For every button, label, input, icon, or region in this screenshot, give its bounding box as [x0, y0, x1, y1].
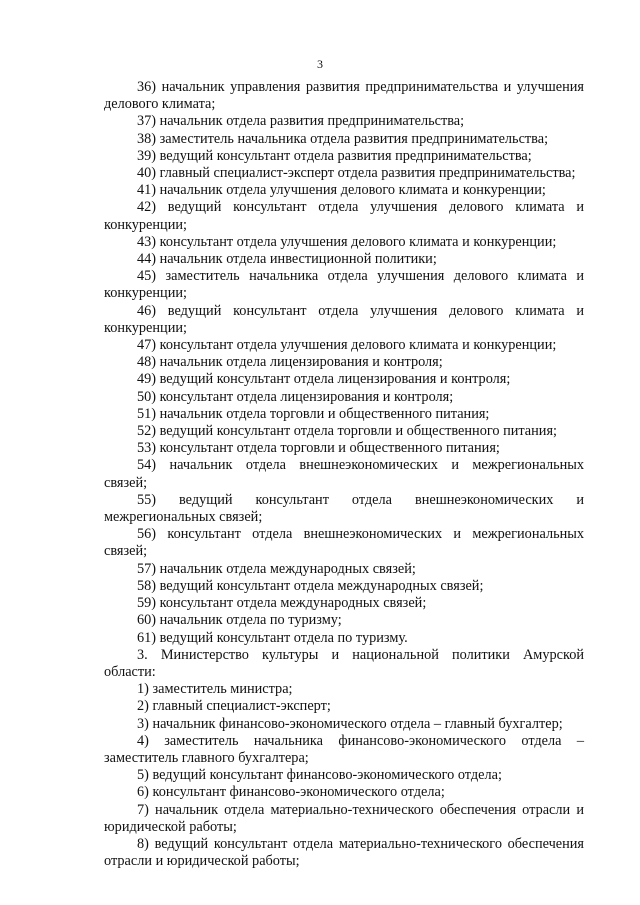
list-item: [104, 681, 584, 698]
list-item-line: 4) заместитель начальника финансово-экономического отдела –: [137, 732, 584, 749]
list-item-line: 57) начальник отдела международных связей;: [137, 560, 416, 577]
list-item: [104, 406, 584, 423]
list-item-line: 5) ведущий консультант финансово-экономического отдела;: [137, 767, 502, 784]
list-item: [104, 131, 584, 148]
list-item-line: 8) ведущий консультант отдела материально-технического обеспечения: [137, 835, 584, 852]
list-item-line: межрегиональных связей;: [104, 509, 263, 526]
list-item: [104, 767, 584, 784]
list-item-line: 7) начальник отдела материально-технического обеспечения отрасли и: [137, 801, 584, 818]
list-item: [104, 337, 584, 354]
list-item: [104, 802, 584, 836]
list-item: [104, 836, 584, 870]
list-item-line: 60) начальник отдела по туризму;: [137, 612, 342, 629]
list-item-line: 52) ведущий консультант отдела торговли и общественного питания;: [137, 423, 558, 440]
list-item: [104, 457, 584, 491]
list-item-line: связей;: [104, 474, 148, 491]
list-item: [104, 492, 584, 526]
list-item-line: 42) ведущий консультант отдела улучшения делового климата и: [137, 199, 584, 216]
list-item-line: 40) главный специалист-эксперт отдела развития предпринимательства;: [137, 165, 576, 182]
list-item: [104, 784, 584, 801]
list-item: [104, 165, 584, 182]
list-item: [104, 371, 584, 388]
list-item-line: заместитель главного бухгалтера;: [104, 749, 309, 766]
list-item-line: 1) заместитель министра;: [137, 681, 293, 698]
list-item-line: 46) ведущий консультант отдела улучшения делового климата и: [137, 302, 584, 319]
list-item: [104, 578, 584, 595]
list-item-line: 55) ведущий консультант отдела внешнеэкономических и: [137, 491, 584, 508]
list-item-line: отрасли и юридической работы;: [104, 853, 300, 870]
list-item-line: 54) начальник отдела внешнеэкономических и межрегиональных: [137, 457, 584, 474]
list-item-line: 41) начальник отдела улучшения делового климата и конкуренции;: [137, 182, 546, 199]
list-item-line: 44) начальник отдела инвестиционной политики;: [137, 251, 437, 268]
list-item: [104, 595, 584, 612]
list-item-line: 49) ведущий консультант отдела лицензирования и контроля;: [137, 371, 511, 388]
list-item-line: связей;: [104, 543, 148, 560]
list-item-line: 38) заместитель начальника отдела развития предпринимательства;: [137, 130, 549, 147]
list-item-line: 47) консультант отдела улучшения делового климата и конкуренции;: [137, 337, 557, 354]
list-item: [104, 303, 584, 337]
list-item-line: области:: [104, 663, 156, 680]
list-item-line: 50) консультант отдела лицензирования и контроля;: [137, 388, 454, 405]
list-item: [104, 561, 584, 578]
page-number: 3: [317, 57, 323, 71]
list-item: [104, 148, 584, 165]
list-item-line: конкуренции;: [104, 216, 187, 233]
list-item-line: делового климата;: [104, 96, 216, 113]
list-item-line: 2) главный специалист-эксперт;: [137, 698, 331, 715]
list-item-line: юридической работы;: [104, 818, 237, 835]
list-item-line: конкуренции;: [104, 319, 187, 336]
list-item: [104, 251, 584, 268]
list-item: [104, 182, 584, 199]
list-item-line: 36) начальник управления развития предпринимательства и улучшения: [137, 79, 584, 95]
list-item: [104, 113, 584, 130]
list-item: [104, 268, 584, 302]
list-item: [104, 647, 584, 681]
list-item-line: 45) заместитель начальника отдела улучшения делового климата и: [137, 268, 584, 285]
list-item-line: 58) ведущий консультант отдела международных связей;: [137, 577, 484, 594]
list-item-line: 56) консультант отдела внешнеэкономических и межрегиональных: [137, 526, 584, 543]
list-item-line: конкуренции;: [104, 285, 187, 302]
list-item: [104, 354, 584, 371]
list-item: [104, 612, 584, 629]
list-item-line: 61) ведущий консультант отдела по туризму.: [137, 629, 408, 646]
list-item-line: 59) консультант отдела международных связей;: [137, 595, 427, 612]
list-item: [104, 716, 584, 733]
list-item-line: 6) консультант финансово-экономического отдела;: [137, 784, 445, 801]
list-item-line: 3) начальник финансово-экономического отдела – главный бухгалтер;: [137, 715, 563, 732]
list-item: [104, 630, 584, 647]
list-item: [104, 733, 584, 767]
list-item: [104, 389, 584, 406]
list-item-line: 3. Министерство культуры и национальной политики Амурской: [137, 646, 584, 663]
list-item: [104, 440, 584, 457]
list-item: [104, 423, 584, 440]
list-item-line: 39) ведущий консультант отдела развития предпринимательства;: [137, 147, 532, 164]
document-body: [104, 79, 584, 870]
list-item-line: 48) начальник отдела лицензирования и контроля;: [137, 354, 443, 371]
list-item: [104, 698, 584, 715]
list-item: [104, 526, 584, 560]
list-item-line: 53) консультант отдела торговли и общественного питания;: [137, 440, 500, 457]
list-item: [104, 79, 584, 113]
list-item: [104, 199, 584, 233]
list-item: [104, 234, 584, 251]
list-item-line: 43) консультант отдела улучшения делового климата и конкуренции;: [137, 233, 557, 250]
list-item-line: 51) начальник отдела торговли и общественного питания;: [137, 405, 490, 422]
list-item-line: 37) начальник отдела развития предпринимательства;: [137, 113, 465, 130]
